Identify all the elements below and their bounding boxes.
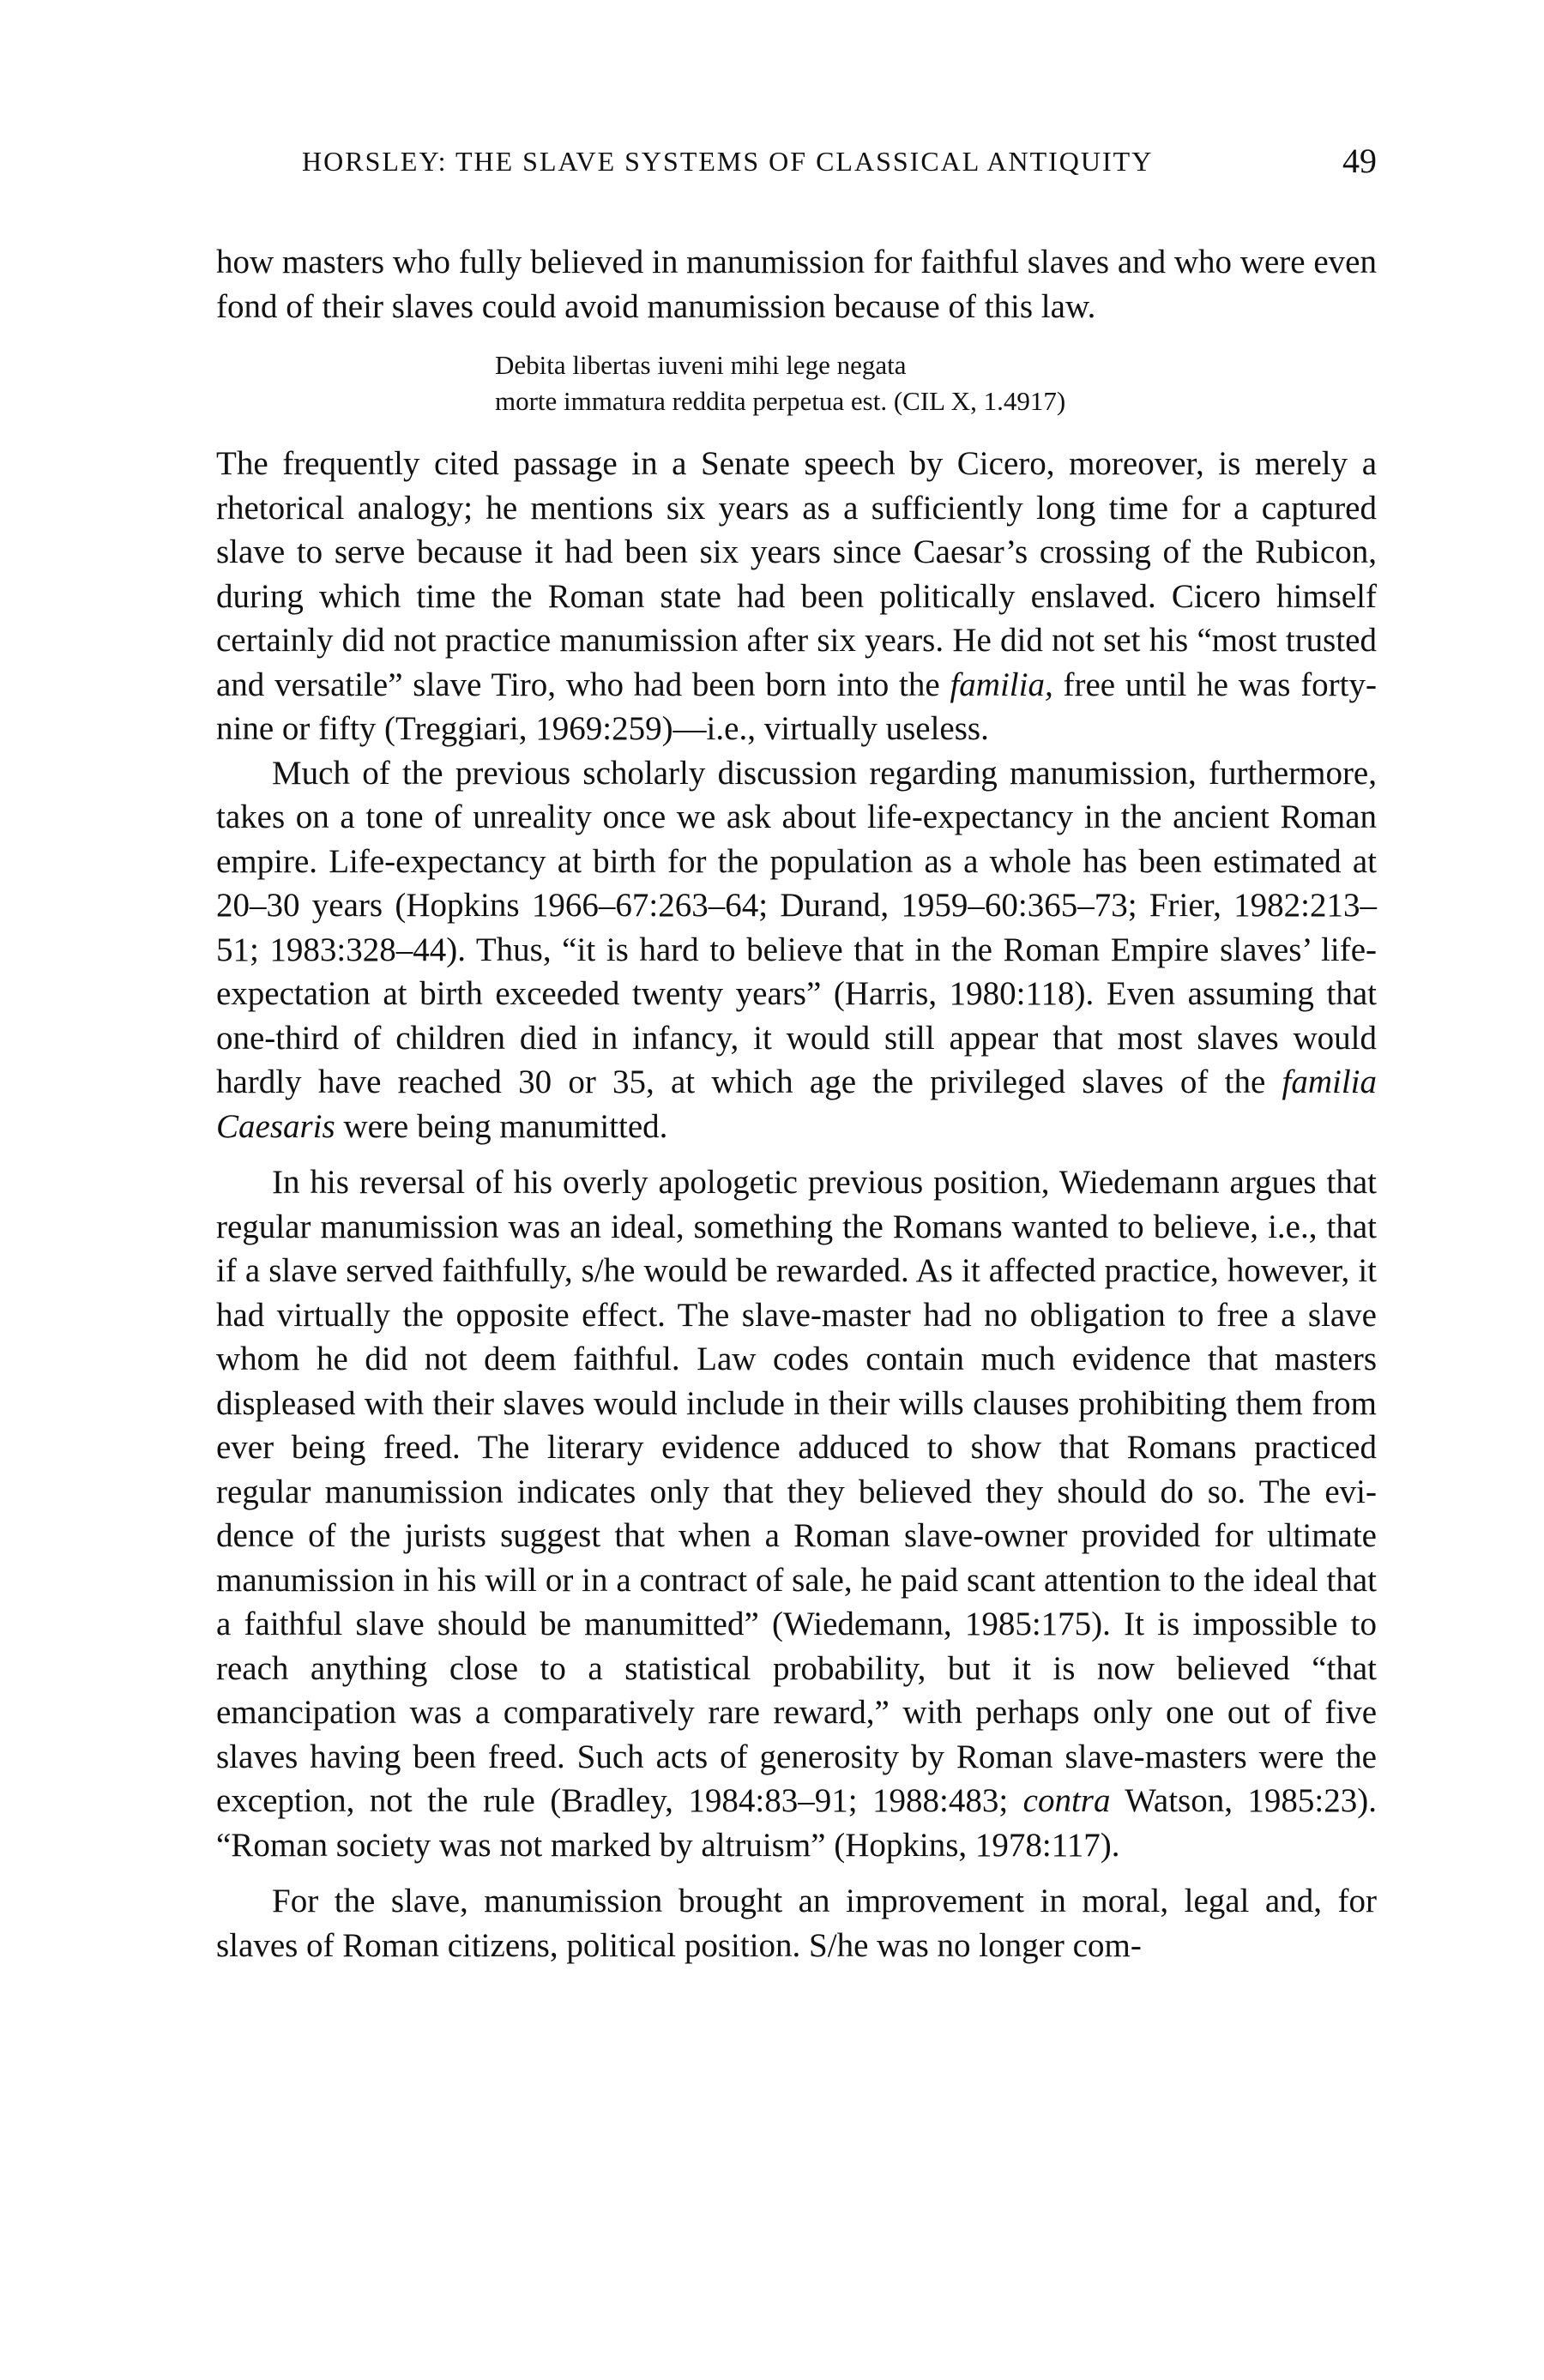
paragraph-manumission-benefit: [216, 1879, 1377, 1967]
quote-line-1: Debita libertas iuveni mihi lege negata: [495, 350, 907, 380]
paragraph-text: Watson, 1985:23). “Roman society was not marked by altruism” (Hopkins, 1978:117).: [216, 1782, 1377, 1864]
paragraph-text: Much of the previous scholarly discussion regarding manumission, furthermore, takes on a tone of unreality once we ask about life-expectancy in the ancient Roman empire. Life-expectancy at birth for the population as a whole has been estimated at 20–30 years (Hopkins 1966–67:263–64; Durand, 1959–60:365–73; Frier, 1982:213–51; 1983:328–44). Thus, “it is hard to believe that in the Roman Empire slaves’ life-expectation at birth exceeded twenty years” (Harris, 1980:118). Even assuming that one-third of children died in infancy, it would still appear that most slaves would hardly have reached 30 or 35, at which age the privileged slaves of the: [216, 754, 1377, 1100]
running-title: HORSLEY: THE SLAVE SYSTEMS OF CLASSICAL ANTIQUITY: [302, 146, 1154, 177]
paragraph-life-expectancy: [216, 751, 1377, 1149]
latin-inscription-quote: [495, 347, 1377, 419]
paragraph-text: how masters who fully believed in manumission for faithful slaves and who were even fond of their slaves could avoid manumission because of this law.: [216, 244, 1377, 325]
paragraph-text: For the slave, manumission brought an improvement in moral, legal and, for slaves of Roman citizens, political position. S/he was no longer com-: [216, 1883, 1377, 1964]
running-head: [216, 144, 1377, 196]
paragraph-text: In his reversal of his overly apologetic previous position, Wiedemann argues that regular manumission was an ideal, something the Romans wanted to believe, i.e., that if a slave served faithfully, s/he would be rewarded. As it affected practice, however, it had virtually the opposite effect. The slave-master had no obligation to free a slave whom he did not deem faithful. Law codes contain much evidence that masters displeased with their slaves would include in their wills clauses prohibiting them from ever being freed. The literary evidence adduced to show that Romans practiced regular manumission indicates only that they believed they should do so. The evidence of the jurists suggest that when a Roman slave-owner provided for ultimate manumission in his will or in a contract of sale, he paid scant attention to the ideal that a faithful slave should be manumitted” (Wiedemann, 1985:175). It is impossible to reach anything close to a statistical probability, but it is now believed “that emancipation was a comparatively rare reward,” with perhaps only one out of five slaves having been freed. Such acts of generosity by Roman slave-masters were the exception, not the rule (Bradley, 1984:83–91; 1988:483;: [216, 1164, 1377, 1819]
body-text: [216, 240, 1377, 1967]
paragraph-text: free until he was forty-nine or fifty (Treggiari, 1969:259)—i.e., virtually useless.: [216, 666, 1377, 747]
paragraph-text: were being manumitted.: [335, 1107, 668, 1145]
page-number: 49: [1342, 142, 1377, 180]
paragraph-continuation: [216, 240, 1377, 328]
paragraph-cicero: [216, 442, 1377, 751]
quote-line-2: morte immatura reddita perpetua est. (CIL X, 1.4917): [495, 386, 1066, 416]
paragraph-gap: [216, 1867, 1377, 1879]
italic-term: familia,: [950, 666, 1053, 703]
paragraph-text: The frequently cited passage in a Senate speech by Cicero, moreover, is merely a rhetorical analogy; he mentions six years as a sufficiently long time for a captured slave to serve because it had been six years since Caesar’s crossing of the Rubicon, during which time the Roman state had been politically enslaved. Cicero himself certainly did not practice manumission after six years. He did not set his “most trusted and versatile” slave Tiro, who had been born into the: [216, 445, 1377, 703]
paragraph-gap: [216, 1148, 1377, 1160]
paragraph-wiedemann: [216, 1160, 1377, 1867]
italic-term: contra: [1022, 1782, 1111, 1819]
italic-term: familia Caesaris: [216, 1063, 1377, 1145]
